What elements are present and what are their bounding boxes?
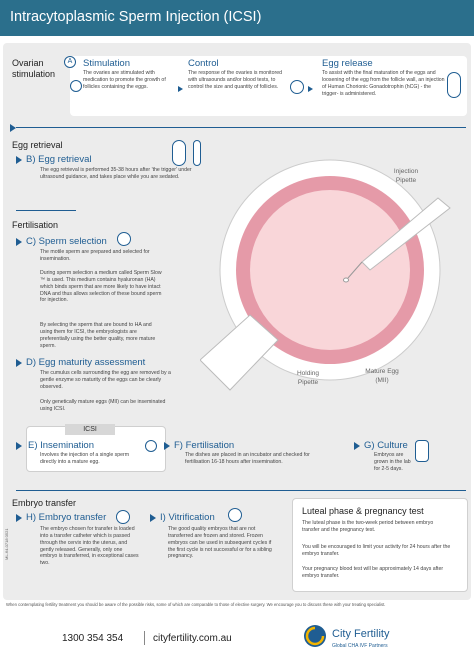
- culture-title: G) Culture: [364, 440, 408, 451]
- sperm-selection-p2: During sperm selection a medium called Sperm Slow ™ is used. This medium contains hyaluronan (HA) which binds sperm that are more likely to have intact DNA and thus allows selection of these bound sperm for injection.: [40, 270, 162, 304]
- insemination-text: Involves the injection of a single sperm directly into a mature egg.: [40, 452, 130, 465]
- step-arrow-icon: [16, 442, 22, 450]
- sperm-icon: [117, 232, 131, 246]
- insemination-title: E) Insemination: [28, 440, 95, 451]
- calendar-icon: [70, 80, 82, 92]
- step-arrow-icon: [354, 442, 360, 450]
- document-code: ML-64-0718 0521: [4, 528, 9, 560]
- arrow-icon: [308, 86, 313, 92]
- page-title: Intracytoplasmic Sperm Injection (ICSI): [10, 9, 262, 25]
- step-arrow-icon: [16, 156, 22, 164]
- divider: [16, 210, 76, 211]
- culture-text: Embryos are grown in the lab for 2-5 days.: [374, 452, 411, 472]
- egg-maturity-title: D) Egg maturity assessment: [26, 357, 146, 368]
- control-text: The response of the ovaries is monitored with ultrasounds and/or blood tests, to control the size and quantity of follicles.: [188, 70, 283, 90]
- phone-number[interactable]: 1300 354 354: [62, 633, 124, 644]
- luteal-p3: Your pregnancy blood test will be approximately 14 days after embryo transfer.: [302, 566, 444, 579]
- marker-a: A: [64, 56, 76, 68]
- egg-retrieval-text: The egg retrieval is performed 35-38 hours after 'the trigger' under ultrasound guidance, and takes place while you are sedated.: [40, 167, 192, 180]
- fertilisation-step-text: The dishes are placed in an incubator and checked for fertilisation 16-18 hours after insemination.: [185, 452, 310, 465]
- egg-maturity-p1: The cumulus cells surrounding the egg are removed by a gentle enzyme so maturity of the eggs can be clearly observed.: [40, 370, 171, 390]
- divider: [16, 127, 466, 128]
- sperm-selection-p3: By selecting the sperm that are bound to HA and using them for ICSI, the embryologists are preferentially using the better quality, more mature sperm.: [40, 322, 156, 349]
- embryo-transfer-text: The embryo chosen for transfer is loaded into a transfer catheter which is passed through the cervix into the uterus, and gently released. Generally, only one embryo is transferred, in exceptional cases two.: [40, 526, 139, 567]
- control-title: Control: [188, 58, 219, 69]
- egg-retrieval-section-title: Egg retrieval: [12, 140, 63, 150]
- arrow-icon: [178, 86, 183, 92]
- website-link[interactable]: cityfertility.com.au: [153, 633, 232, 644]
- stimulation-title: Stimulation: [83, 58, 130, 69]
- step-arrow-icon: [16, 238, 22, 246]
- luteal-title: Luteal phase & pregnancy test: [302, 506, 424, 516]
- egg-icon: [145, 440, 157, 452]
- monitor-icon: [290, 80, 304, 94]
- divider: [16, 490, 466, 491]
- city-fertility-logo-icon: [303, 624, 327, 648]
- step-arrow-icon: [150, 514, 156, 522]
- patient-icon: [172, 140, 186, 166]
- brand-name: City Fertility: [332, 628, 390, 640]
- vitrification-text: The good quality embryos that are not transferred are frozen and stored. Frozen embryos can be used in subsequent cycles if the first cycle is not successful or for a sibling pregnancy.: [168, 526, 272, 560]
- sperm-selection-title: C) Sperm selection: [26, 236, 107, 247]
- icsi-label: ICSI: [65, 424, 115, 435]
- embryo-transfer-title: H) Embryo transfer: [26, 512, 107, 523]
- section-arrow-icon: [10, 124, 16, 132]
- disclaimer: When contemplating fertility treatment you should be aware of the possible risks, some of which are comparable to those of elective surgery. We encourage you to discuss these with your treating specialist.: [6, 602, 386, 607]
- icsi-diagram: [200, 140, 470, 410]
- luteal-p2: You will be encouraged to limit your activity for 24 hours after the embryo transfer.: [302, 544, 451, 557]
- hourglass-icon: [415, 440, 429, 462]
- sperm-selection-p1: The motile sperm are prepared and selected for insemination.: [40, 249, 150, 262]
- injection-pipette-label: Injection Pipette: [393, 168, 419, 184]
- egg-release-text: To assist with the final maturation of the eggs and loosening of the egg from the follicle wall, an injection of Human Chorionic Gonadotrophin (hCG) - the trigger- is administered.: [322, 70, 445, 97]
- mature-egg-label: Mature Egg (MII): [365, 368, 399, 384]
- egg-cytoplasm: [250, 190, 410, 350]
- stimulation-text: The ovaries are stimulated with medication to promote the growth of follicles containing the eggs.: [83, 70, 166, 90]
- embryo-icon: [116, 510, 130, 524]
- sperm-head: [344, 278, 349, 282]
- egg-retrieval-title: B) Egg retrieval: [26, 154, 92, 165]
- step-arrow-icon: [164, 442, 170, 450]
- snowflake-icon: [228, 508, 242, 522]
- luteal-p1: The luteal phase is the two-week period between embryo transfer and the pregnancy test.: [302, 520, 434, 533]
- holding-pipette-label: Holding Pipette: [296, 370, 320, 386]
- embryo-transfer-section-title: Embryo transfer: [12, 498, 77, 508]
- step-arrow-icon: [16, 359, 22, 367]
- syringe-icon: [447, 72, 461, 98]
- brand-subtitle: Global CHA IVF Partners: [332, 643, 388, 649]
- vitrification-title: I) Vitrification: [160, 512, 215, 523]
- step-arrow-icon: [16, 514, 22, 522]
- page-header: [0, 0, 474, 36]
- egg-release-title: Egg release: [322, 58, 373, 69]
- fertilisation-section-title: Fertilisation: [12, 220, 59, 230]
- fertilisation-step-title: F) Fertilisation: [174, 440, 235, 451]
- egg-maturity-p2: Only genetically mature eggs (MII) can be inseminated using ICSI.: [40, 399, 166, 412]
- footer-separator: [144, 631, 145, 645]
- ovarian-section-title: Ovarian stimulation: [12, 58, 56, 79]
